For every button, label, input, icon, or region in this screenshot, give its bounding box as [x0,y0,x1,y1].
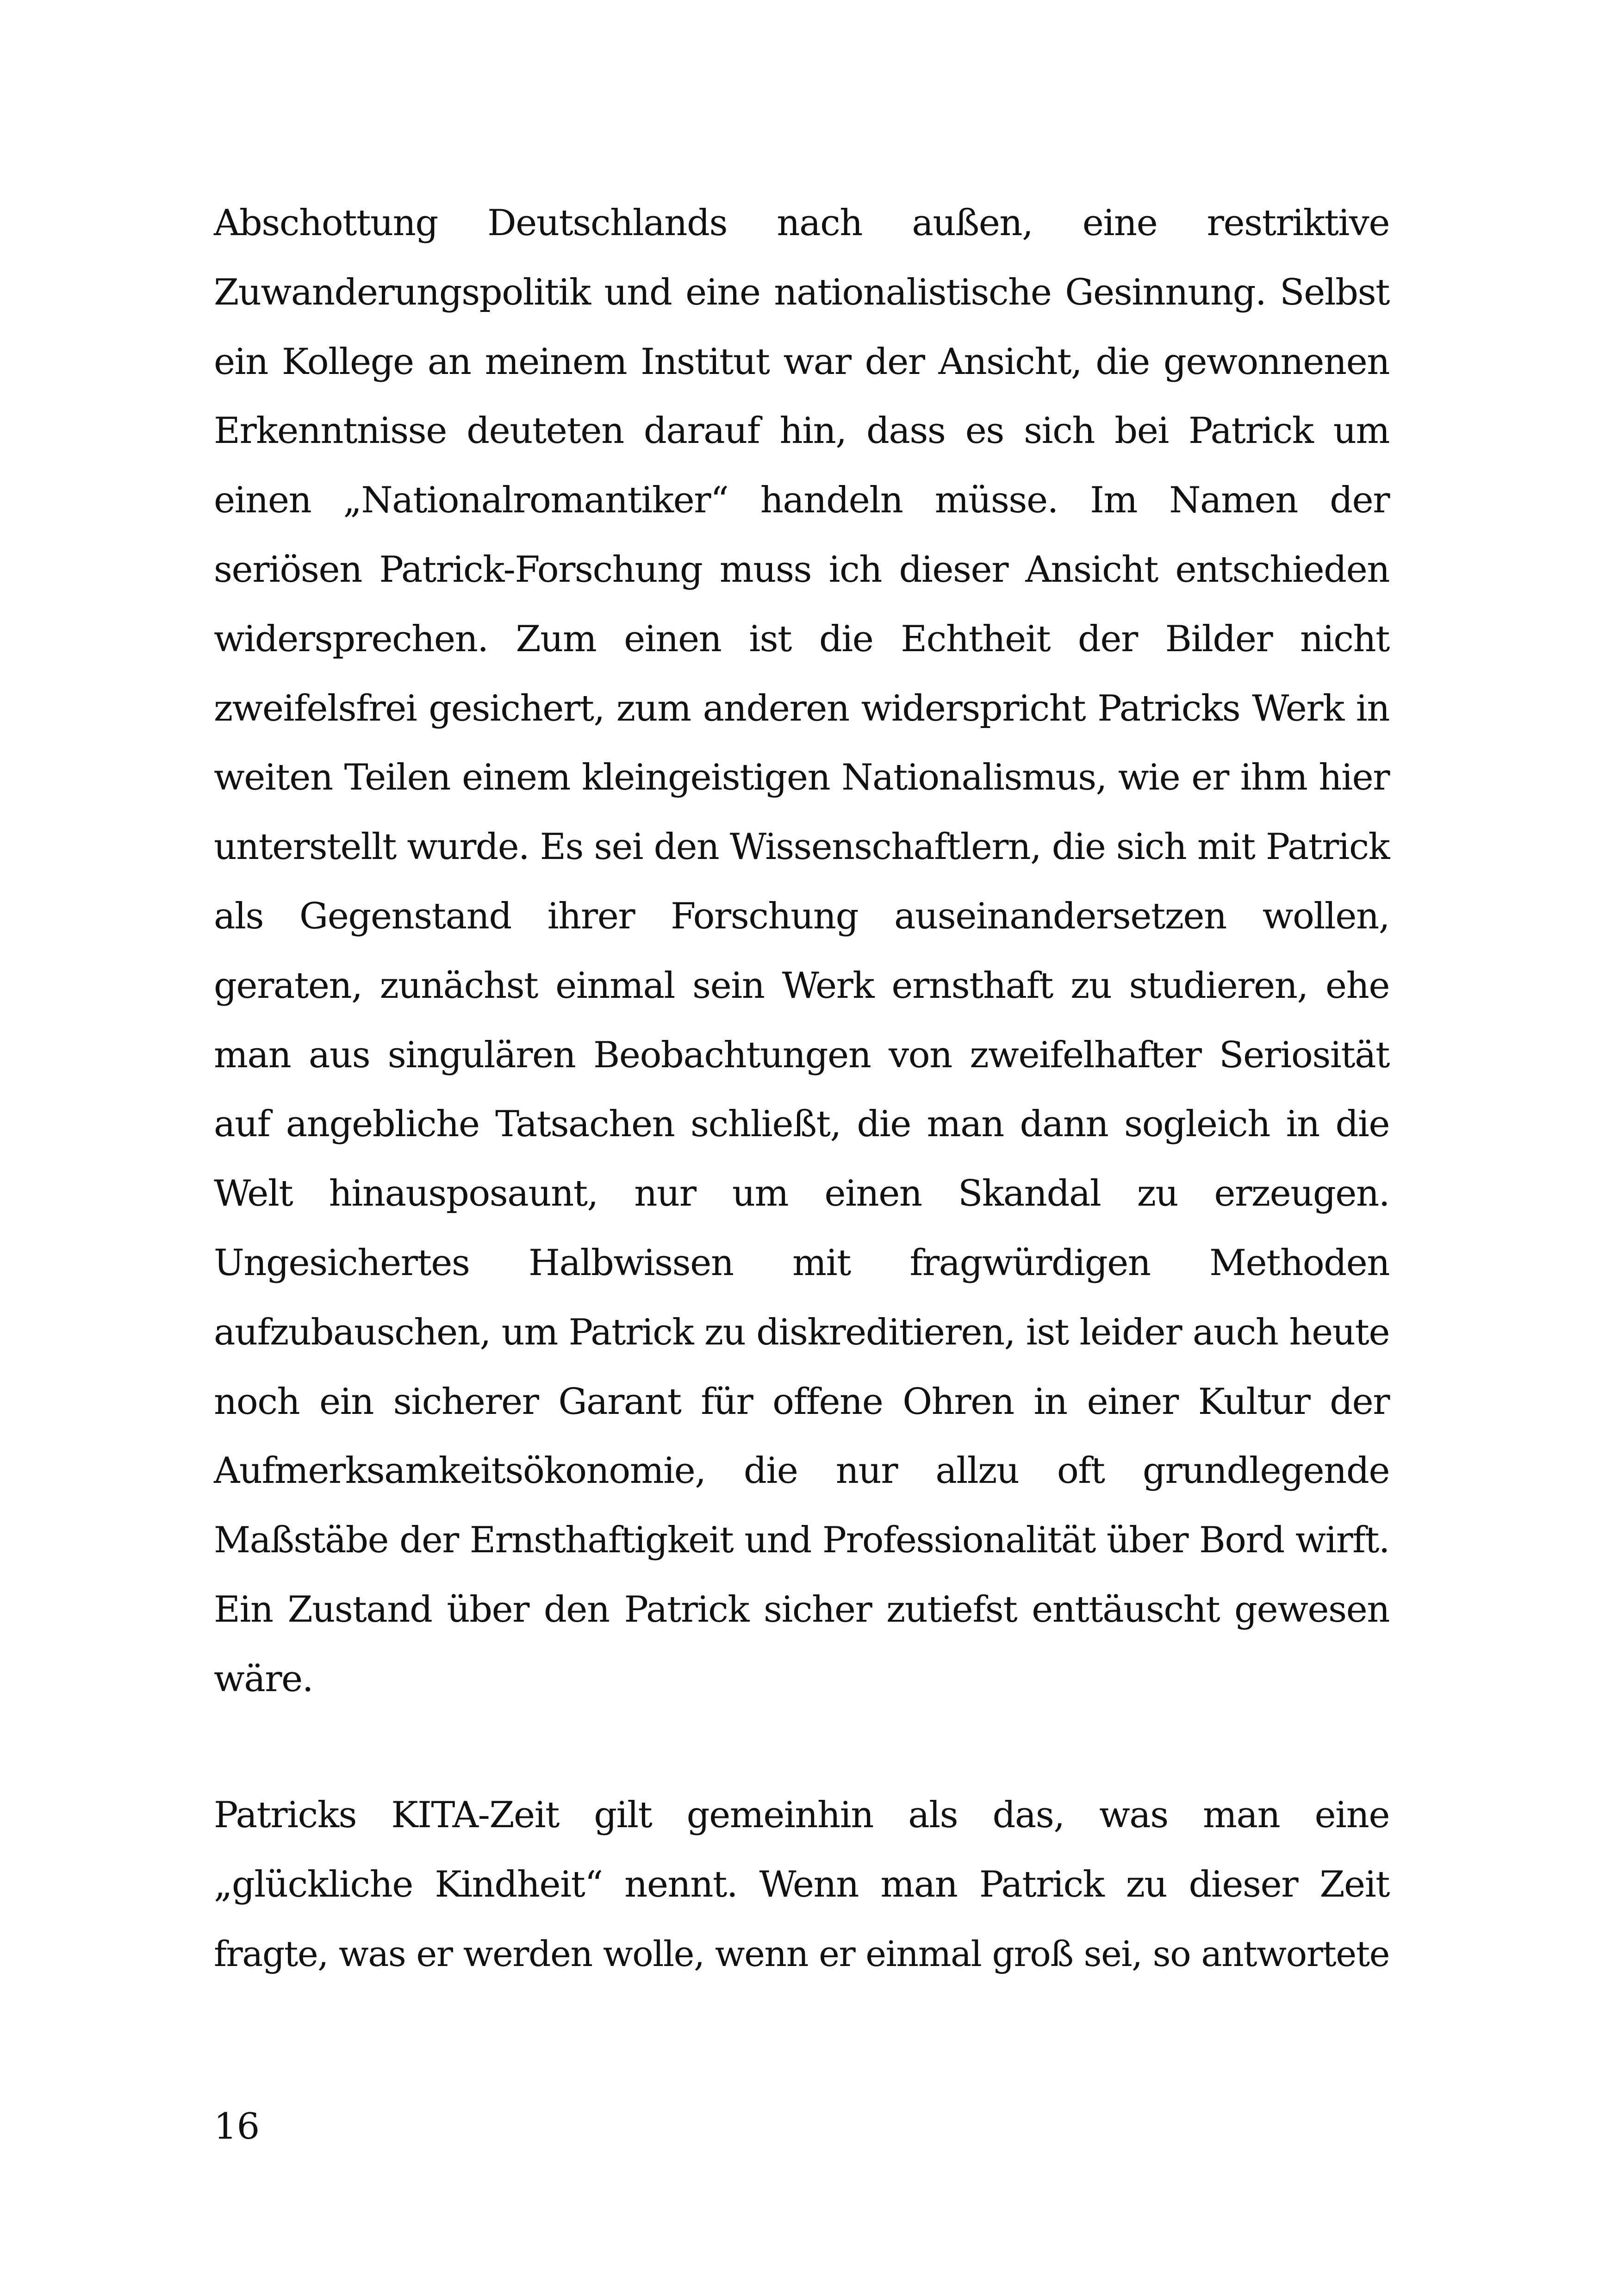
text-line: aufzubauschen, um Patrick zu diskreditieren, ist leider auch heute [214,1311,1389,1353]
text-line: zweifelsfrei gesichert, zum anderen widerspricht Patricks Werk in [214,687,1389,729]
text-line: Zuwanderungspolitik und eine nationalistische Gesinnung. Selbst [214,271,1389,313]
text-line: auf angebliche Tatsachen schließt, die man dann sogleich in die [214,1103,1389,1145]
text-line: noch ein sicherer Garant für offene Ohren in einer Kultur der [214,1381,1389,1423]
text-line: Abschottung Deutschlands nach außen, eine restriktive [214,202,1389,244]
paragraph-1 [214,189,1389,1714]
text-line: „glückliche Kindheit“ nennt. Wenn man Patrick zu dieser Zeit [214,1863,1389,1905]
text-line: ein Kollege an meinem Institut war der Ansicht, die gewonnenen [214,341,1389,383]
text-line: Erkenntnisse deuteten darauf hin, dass es sich bei Patrick um [214,410,1389,452]
text-line: geraten, zunächst einmal sein Werk ernsthaft zu studieren, ehe [214,964,1389,1007]
text-line: unterstellt wurde. Es sei den Wissenschaftlern, die sich mit Patrick [214,826,1389,868]
text-line: als Gegenstand ihrer Forschung auseinandersetzen wollen, [214,895,1389,937]
page-number: 16 [214,2106,260,2147]
text-line: widersprechen. Zum einen ist die Echtheit der Bilder nicht [214,618,1389,660]
text-line: weiten Teilen einem kleingeistigen Nationalismus, wie er ihm hier [214,757,1389,799]
text-line: Aufmerksamkeitsökonomie, die nur allzu oft grundlegende [214,1450,1389,1492]
text-line: Ungesichertes Halbwissen mit fragwürdigen Methoden [214,1242,1389,1284]
text-line: seriösen Patrick-Forschung muss ich dieser Ansicht entschieden [214,548,1389,591]
text-line: fragte, was er werden wolle, wenn er einmal groß sei, so antwortete [214,1933,1389,1974]
text-line: Maßstäbe der Ernsthaftigkeit und Professionalität über Bord wirft. [214,1519,1389,1562]
text-line: wäre. [214,1658,313,1700]
text-line: einen „Nationalromantiker“ handeln müsse. Im Namen der [214,479,1389,522]
paragraph-2 [214,1781,1389,1989]
text-line: Ein Zustand über den Patrick sicher zutiefst enttäuscht gewesen [214,1588,1389,1630]
text-line: man aus singulären Beobachtungen von zweifelhafter Seriosität [214,1034,1389,1076]
text-line: Patricks KITA-Zeit gilt gemeinhin als das, was man eine [214,1794,1389,1836]
text-line: Welt hinausposaunt, nur um einen Skandal zu erzeugen. [214,1173,1389,1215]
